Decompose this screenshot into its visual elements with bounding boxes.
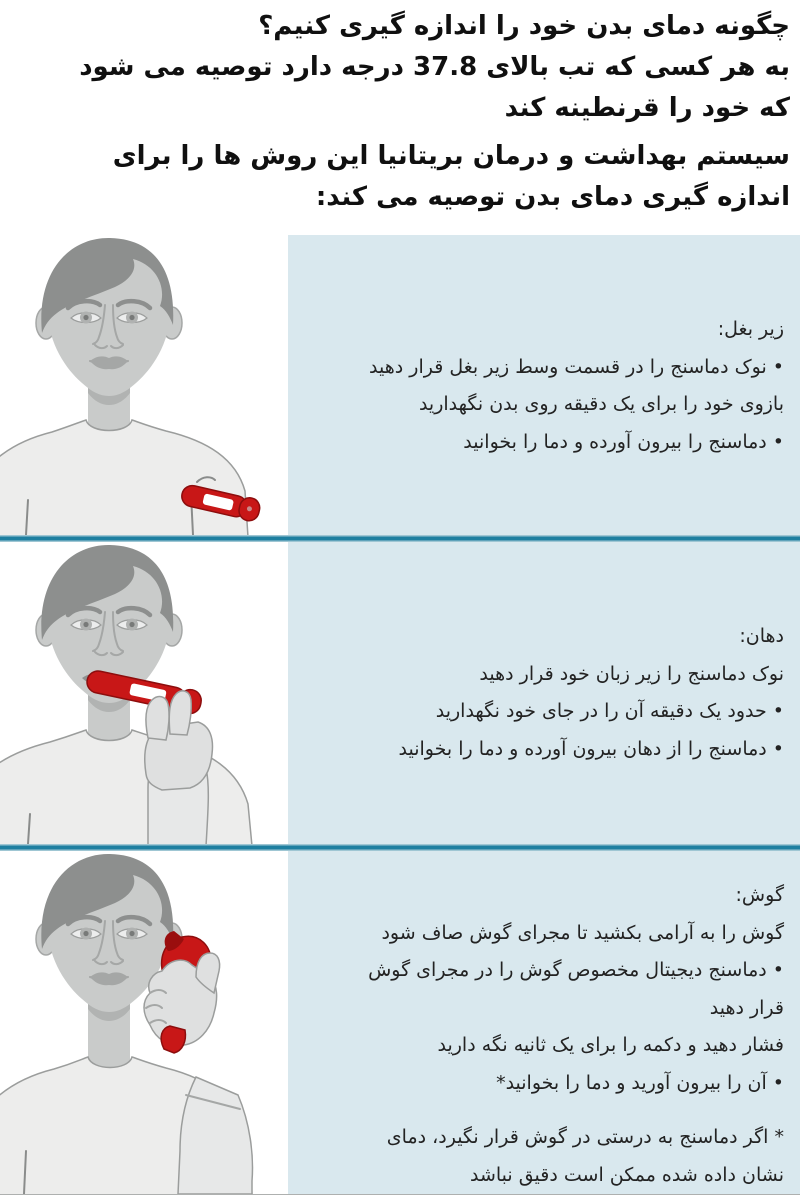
title-line: اندازه گیری دمای بدن توصیه می کند:: [315, 182, 790, 212]
footnote-line: * اگر دماسنج به درستی در گوش قرار نگیرد، دمای: [386, 1126, 784, 1148]
right-pupil: [129, 315, 134, 320]
panel-mouth: [288, 542, 800, 844]
instruction-line: • آن را بیرون آورید و دما را بخوانید*: [496, 1071, 784, 1094]
raised-arm: [178, 1077, 252, 1194]
index-finger: [146, 697, 169, 740]
left-pupil: [83, 315, 88, 320]
person-mouth-illustration: [0, 542, 288, 844]
panel-armpit: [288, 235, 800, 535]
right-pupil: [129, 931, 134, 936]
instruction-line: بازوی خود را برای یک دقیقه روی بدن نگهدارید: [418, 393, 784, 415]
section-ear: [0, 851, 800, 1194]
figure-armpit: [0, 235, 288, 535]
section-heading: زیر بغل:: [717, 318, 784, 340]
instruction-line: • دماسنج دیجیتال مخصوص گوش را در مجرای گوش: [368, 959, 784, 981]
section-mouth: [0, 542, 800, 844]
teal-divider: [0, 535, 800, 542]
title-line: سیستم بهداشت و درمان بریتانیا این روش ها را برای: [112, 141, 790, 171]
title-line: به هر کسی که تب بالای 37.8 درجه دارد توصیه می شود: [79, 52, 790, 82]
instruction-line: قرار دهید: [709, 996, 784, 1019]
person-armpit-illustration: [0, 235, 288, 535]
person-ear-illustration: [0, 851, 288, 1194]
section-armpit: [0, 235, 800, 535]
title-line: چگونه دمای بدن خود را اندازه گیری کنیم؟: [258, 11, 790, 41]
right-pupil: [129, 622, 134, 627]
left-pupil: [83, 931, 88, 936]
footnote: [296, 1119, 784, 1194]
instruction-line: • دماسنج را از دهان بیرون آورده و دما را بخوانید: [398, 737, 784, 760]
instruction-line: فشار دهید و دکمه را برای یک ثانیه نگه دارید: [437, 1034, 784, 1056]
instruction-line: • نوک دماسنج را در قسمت وسط زیر بغل قرار دهید: [369, 355, 784, 378]
instruction-line: • دماسنج را بیرون آورده و دما را بخوانید: [463, 430, 784, 453]
instruction-line: • حدود یک دقیقه آن را در جای خود نگهدارید: [435, 700, 784, 722]
figure-ear: [0, 851, 288, 1194]
left-pupil: [83, 622, 88, 627]
teal-divider: [0, 844, 800, 851]
title-line: که خود را قرنطینه کند: [504, 93, 790, 123]
section-heading: دهان:: [739, 625, 784, 647]
instruction-line: نوک دماسنج را زیر زبان خود قرار دهید: [479, 662, 784, 685]
figure-mouth: [0, 542, 288, 844]
ear-thermometer-handle: [161, 1026, 185, 1053]
section-heading: گوش:: [735, 884, 784, 906]
page-title: [0, 0, 800, 235]
torso: [0, 730, 252, 844]
panel-ear: [288, 851, 800, 1194]
footnote-line: نشان داده شده ممکن است دقیق نباشد: [469, 1163, 784, 1186]
instruction-line: گوش را به آرامی بکشید تا مجرای گوش صاف شود: [381, 921, 784, 944]
